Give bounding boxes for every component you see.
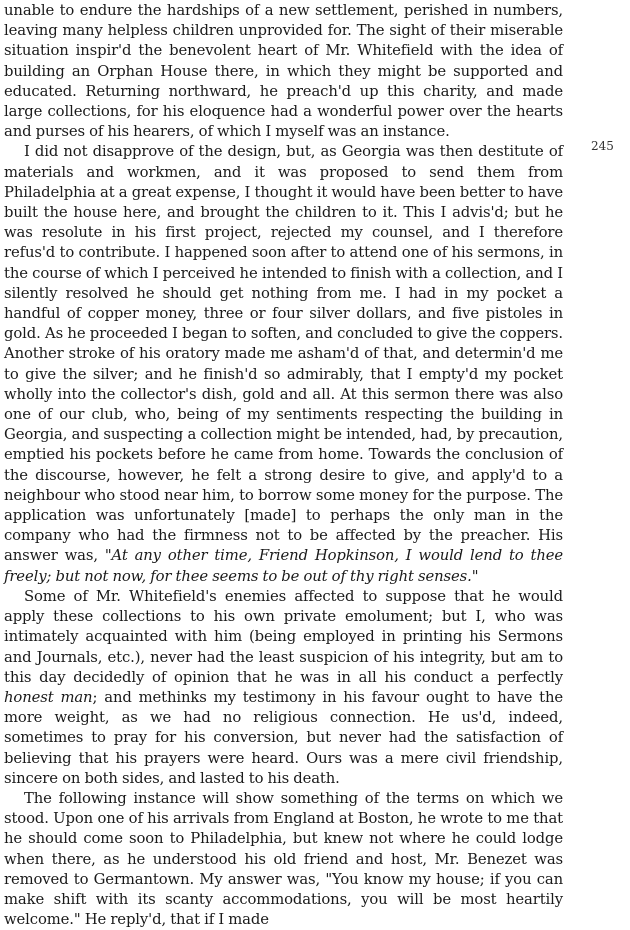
paragraph-1-text: unable to endure the hardships of a new settlement, perished in numbers, leaving many helpless children unprovided for. The sight of their miserable situation inspir'd the benevolent heart of Mr. Whitefield with the idea of building an Orphan House there, in which they might be supported and educated. Returning northward, he preach'd up this charity, and made large collections, for his eloquence had a wonderful power over the hearts and purses of his hearers, of which I myself was an instance. — [4, 2, 563, 141]
quoted-reply-italic: At any other time, Friend Hopkinson, I would lend to thee freely; but not now, for thee seems to be out of thy right senses. — [4, 547, 564, 585]
paragraph-3-text-b: ; and methinks my testimony in his favour ought to have the more weight, as we had no religious connection. He us'd, indeed, sometimes to pray for his conversion, but never had the satisfaction of believing that his prayers were heard. Ours was a mere civil friendship, sincere on both sides, and lasted to his death. — [4, 688, 563, 787]
paragraph-3 — [4, 587, 563, 789]
paragraph-2-closing-quote: " — [471, 567, 479, 585]
paragraph-2-text: I did not disapprove of the design, but, as Georgia was then destitute of materials and workmen, and it was proposed to send them from Philadelphia at a great expense, I thought it would have been better to have built the house here, and brought the children to it. This I advis'd; but he was resolute in his first project, rejected my counsel, and I therefore refus'd to contribute. I happened soon after to attend one of his sermons, in the course of which I perceived he intended to finish with a collection, and I silently resolved he should get nothing from me. I had in my pocket a handful of copper money, three or four silver dollars, and five pistoles in gold. As he proceeded I began to soften, and concluded to give the coppers. Another stroke of his oratory made me asham'd of that, and determin'd me to give the silver; and he finish'd so admirably, that I empty'd my pocket wholly into the collector's dish, gold and all. At this sermon there was also one of our club, who, being of my sentiments respecting the building in Georgia, and suspecting a collection might be intended, had, by precaution, emptied his pockets before he came from home. Towards the conclusion of the discourse, however, he felt a strong desire to give, and apply'd to a neighbour who stood near him, to borrow some money for the purpose. The application was unfortunately [made] to perhaps the only man in the company who had the firmness not to be affected by the preacher. His answer was, " — [4, 143, 563, 565]
honest-man-italic: honest man — [4, 688, 93, 706]
paragraph-2 — [4, 142, 563, 586]
body-text — [4, 1, 563, 930]
paragraph-4-text: The following instance will show something of the terms on which we stood. Upon one of his arrivals from England at Boston, he wrote to me that he should come soon to Philadelphia, but knew not where he could lodge when there, as he understood his old friend and host, Mr. Benezet was removed to Germantown. My answer was, "You know my house; if you can make shift with its scanty accommodations, you will be most heartily welcome." He reply'd, that if I made — [4, 789, 563, 929]
page-number: 245 — [591, 139, 614, 153]
paragraph-4 — [4, 789, 563, 930]
paragraph-1 — [4, 1, 563, 142]
paragraph-3-text-a: Some of Mr. Whitefield's enemies affected to suppose that he would apply these collections to his own private emolument; but I, who was intimately acquainted with him (being employed in printing his Sermons and Journals, etc.), never had the least suspicion of his integrity, but am to this day decidedly of opinion that he was in all his conduct a perfectly — [4, 587, 563, 686]
